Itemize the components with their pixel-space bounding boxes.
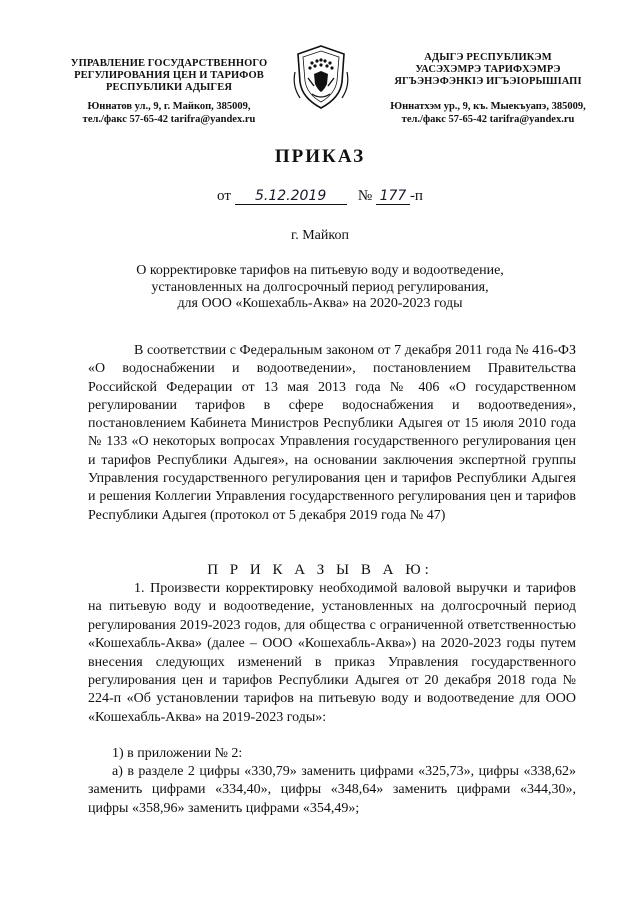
date-prefix: от <box>217 188 231 204</box>
item-1-subitem-1: 1) в приложении № 2: <box>112 746 243 761</box>
republic-adygea-coat-of-arms-icon <box>290 42 352 112</box>
number-prefix: № <box>357 188 373 204</box>
city-name: г. Майкоп <box>291 228 349 243</box>
right-organization-name: АДЫГЭ РЕСПУБЛИКЭМ УАСЭХЭМРЭ ТАРИФХЭМРЭ ЯГЪЭНЭФЭНКІЭ ИГЪЭІОРЫШІАПІ <box>394 52 582 87</box>
right-organization-address: Юннатхэм ур., 9, къ. Мыекъуапэ, 385009, тел./факс 57-65-42 tarifra@yandex.ru <box>390 101 586 125</box>
item-1-paragraph: 1. Произвести корректировку необходимой валовой выручки и тарифов на питьевую воду и водоотведение, установленных на долгосрочный период регулирования 2019-2023 годов, для общества с ограниченной ответственностью «Кошехабль-Аква» (далее – ООО «Кошехабль-Аква») на 2020-2023 годы путем внесения следующих изменений в приказ Управления государственного регулирования цен и тарифов Республики Адыгея от 20 декабря 2018 года № 224-п «Об установлении тарифов на питьевую воду и водоотведение для ООО «Кошехабль-Аква» на 2019-2023 годы»: <box>88 581 576 725</box>
number-suffix: -п <box>409 188 423 204</box>
left-organization-address: Юннатов ул., 9, г. Майкоп, 385009, тел./факс 57-65-42 tarifra@yandex.ru <box>82 101 256 125</box>
order-directive-heading: П Р И К А З Ы В А Ю: <box>207 562 433 578</box>
left-organization-name: УПРАВЛЕНИЕ ГОСУДАРСТВЕННОГО РЕГУЛИРОВАНИЯ ЦЕН И ТАРИФОВ РЕСПУБЛИКИ АДЫГЕЯ <box>70 58 268 93</box>
preamble-paragraph: В соответствии с Федеральным законом от 7 декабря 2011 года № 416-ФЗ «О водоснабжении и водоотведении», постановлением Правительства Российской Федерации от 13 мая 2013 года № 406 «О государственном регулировании тарифов в сфере водоснабжения и водоотведения», постановлением Кабинета Министров Республики Адыгея от 15 июля 2010 года № 133 «О некоторых вопросах Управления государственного регулирования цен и тарифов Республики Адыгея», на основании заключения экспертной группы Управления государственного регулирования цен и тарифов Республики Адыгея и решения Коллегии Управления государственного регулирования цен и тарифов Республики Адыгея (протокол от 5 декабря 2019 года № 47) <box>88 343 576 523</box>
order-date-number-line <box>0 188 640 205</box>
document-title: ПРИКАЗ <box>274 146 366 167</box>
item-1-subitem-1a: а) в разделе 2 цифры «330,79» заменить цифрами «325,73», цифры «338,62» заменить цифрами «334,40», цифры «348,64» заменить цифрами «344,30», цифры «358,96» заменить цифрами «354,49»; <box>88 764 576 816</box>
handwritten-order-number: 177 <box>376 188 410 205</box>
handwritten-date: 5.12.2019 <box>235 188 347 205</box>
order-subject: О корректировке тарифов на питьевую воду и водоотведение, установленных на долгосрочный период регулирования, для ООО «Кошехабль-Аква» на 2020-2023 годы <box>136 263 504 311</box>
